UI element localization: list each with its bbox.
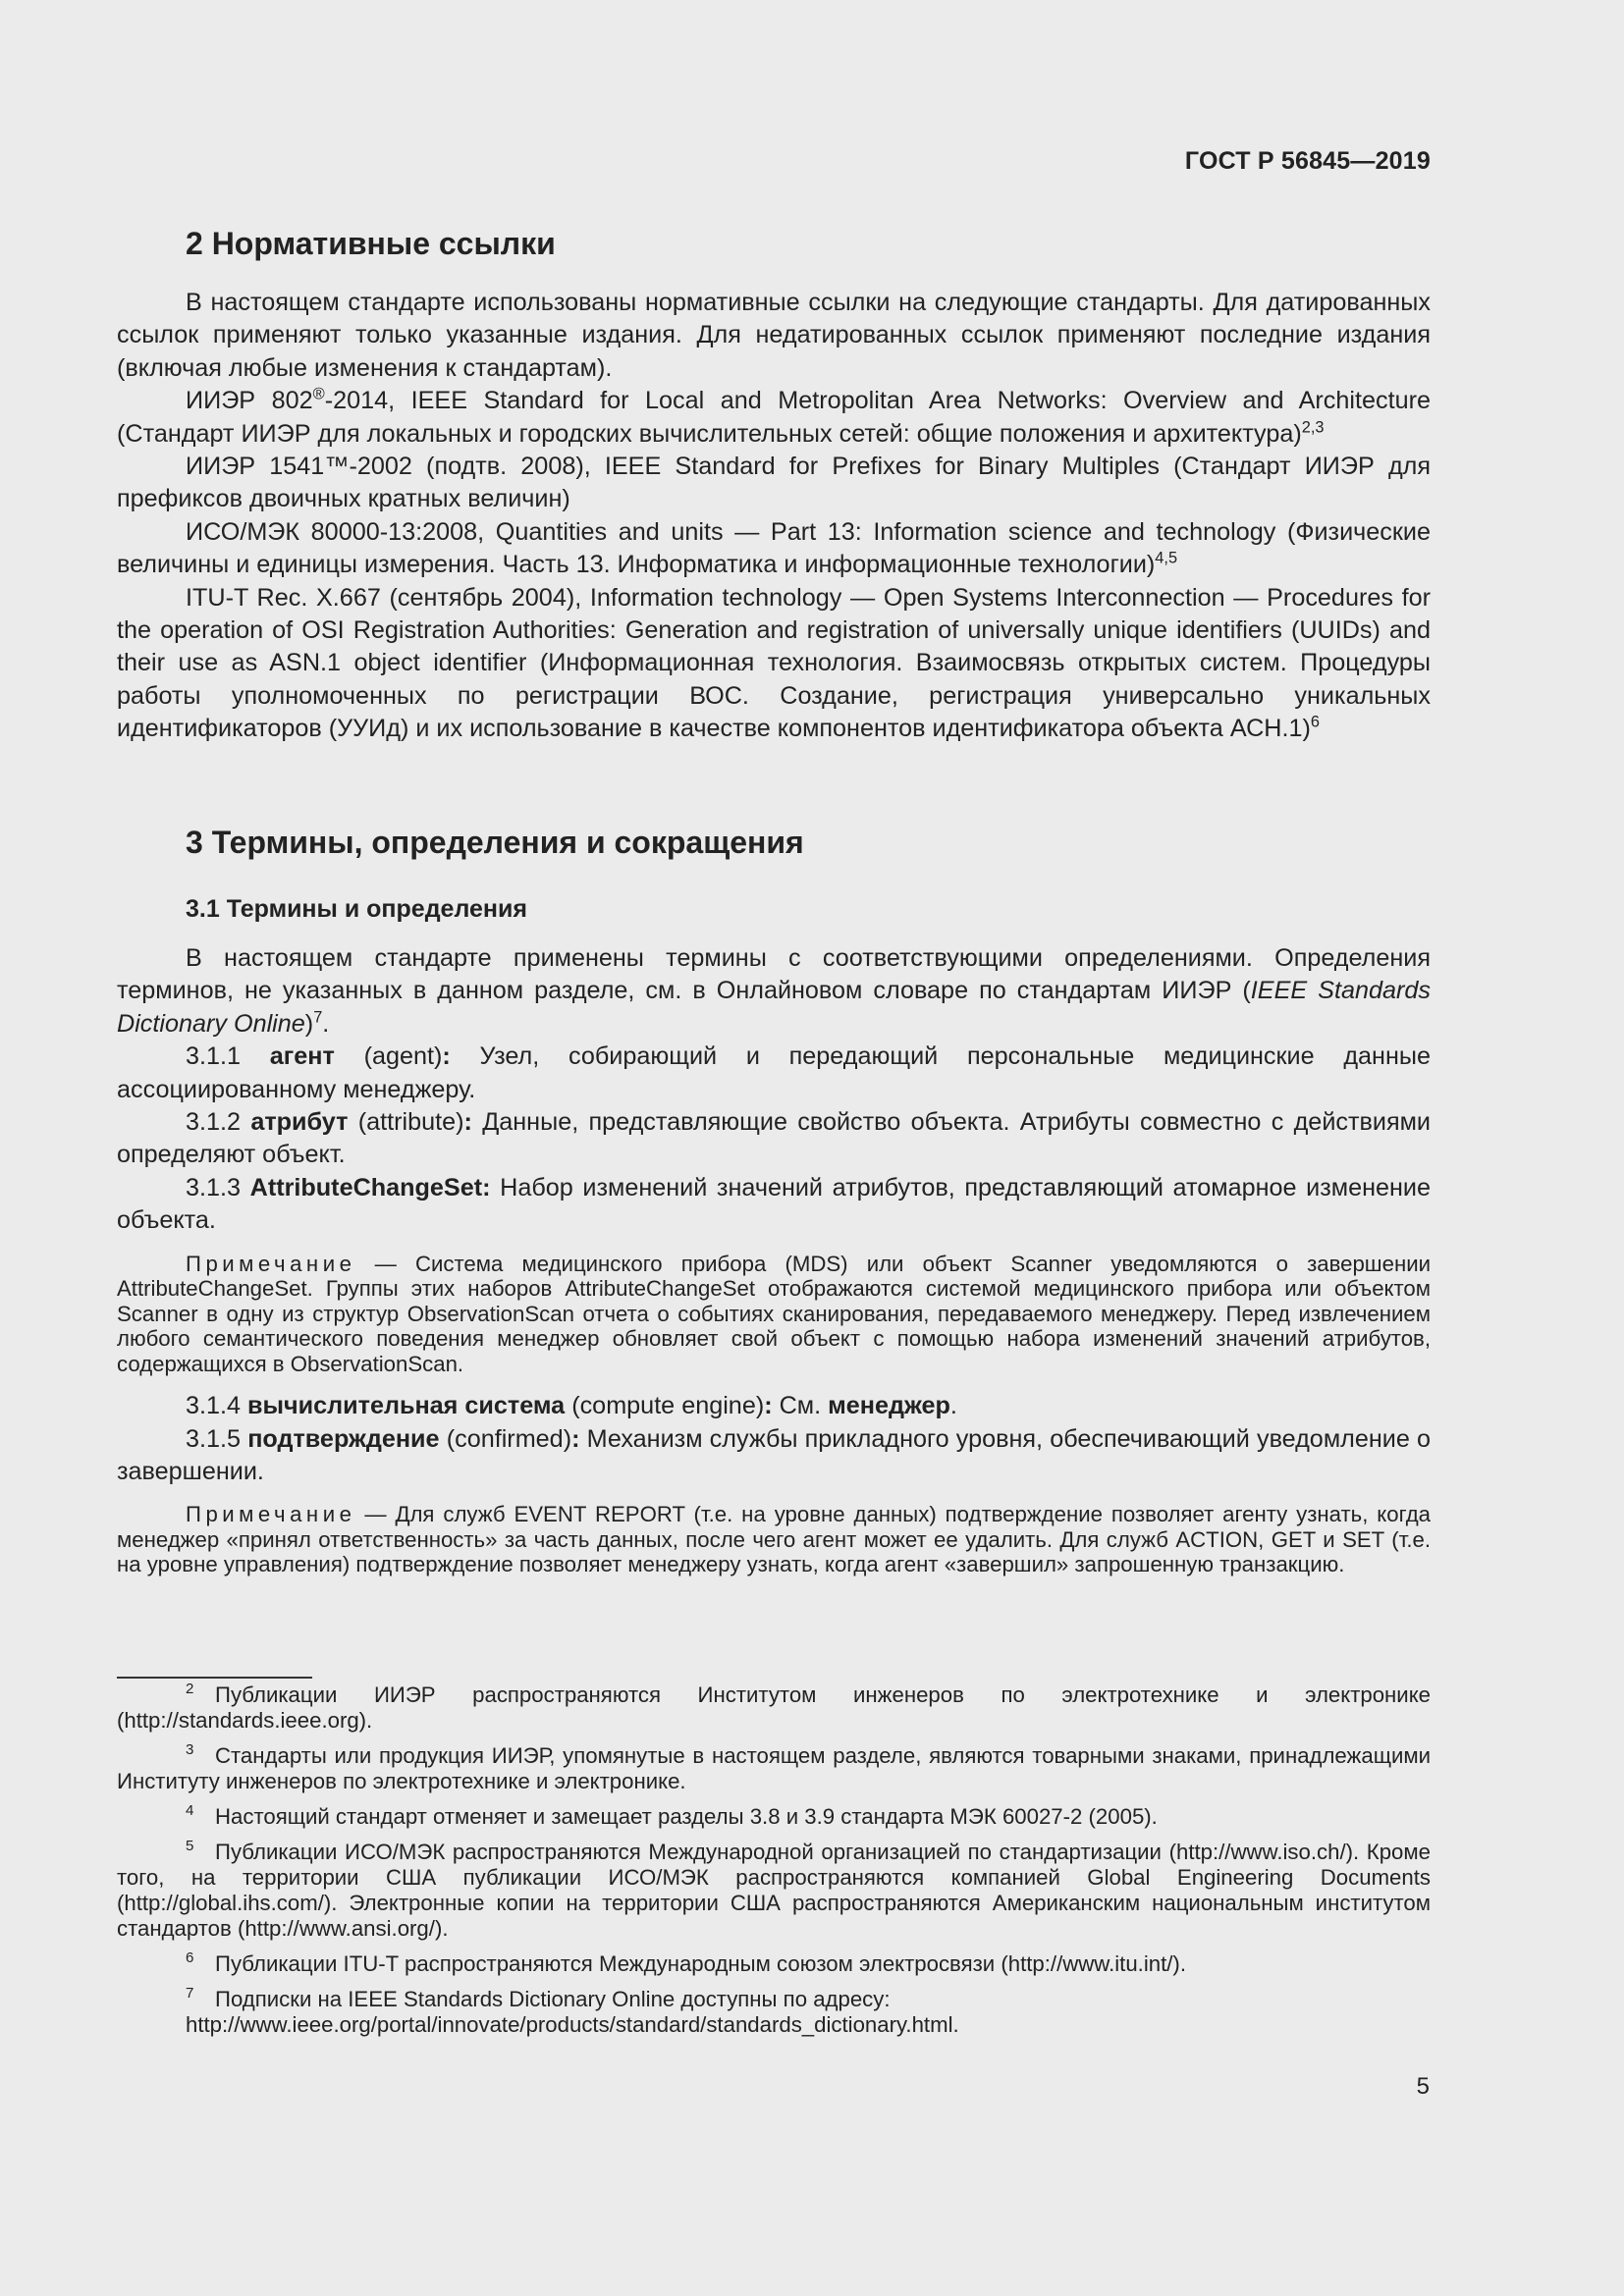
- reference-item: ITU-T Rec. X.667 (сентябрь 2004), Information technology — Open Systems Interconnection — Procedures for the operation of OSI Registration Authorities: Generation and registration of universally unique identifiers (UUIDs) and their use as ASN.1 object identifier (Информационная технология. Взаимосвязь открытых систем. Процедуры работы уполномоченных по регистрации ВОС. Создание, регистрация универсально уникальных идентификаторов (УУИд) и их использование в качестве компонентов идентификатора объекта АСН.1)$^6$: [117, 583, 1431, 743]
- section-3: [117, 825, 1431, 861]
- page-number: 5: [1416, 2073, 1430, 2100]
- section-2-body: [117, 287, 1431, 746]
- section-3-1-body: [117, 942, 1431, 1577]
- section-2-intro: В настоящем стандарте использованы нормативные ссылки на следующие стандарты. Для датированных ссылок применяют только указанные издания. Для недатированных ссылок применяют последние издания (включая любые изменения к стандартам).: [117, 289, 1431, 382]
- term-definition: 3.1.1 агент (agent): Узел, собирающий и передающий персональные медицинские данные ассоциированному менеджеру.: [117, 1042, 1431, 1103]
- footnotes: [117, 1682, 1431, 2048]
- section-3-1-intro: В настоящем стандарте применены термины с соответствующими определениями. Определения терминов, не указанных в данном разделе, см. в Онлайновом словаре по стандартам ИИЭР (IEEE Standards Dictionary Online)$^7$.: [117, 944, 1431, 1038]
- section-2: [117, 226, 1431, 262]
- document-header-id: ГОСТ Р 56845—2019: [1184, 147, 1431, 175]
- footnote-url: http://www.ieee.org/portal/innovate/products/standard/standards_dictionary.html.: [186, 2012, 959, 2037]
- section-2-title: 2 Нормативные ссылки: [186, 226, 556, 261]
- section-3-title: 3 Термины, определения и сокращения: [186, 825, 804, 860]
- footnote: 5 Публикации ИСО/МЭК распространяются Международной организацией по стандартизации (http://www.iso.ch/). Кроме того, на территории США публикации ИСО/МЭК распространяются компанией Global Engineering Documents (http://global.ihs.com/). Электронные копии на территории США распространяются Американским национальным институтом стандартов (http://www.ansi.org/).: [117, 1838, 1431, 1941]
- term-definition: 3.1.2 атрибут (attribute): Данные, представляющие свойство объекта. Атрибуты совместно с действиями определяют объект.: [117, 1108, 1431, 1169]
- footnote: 7 Подписки на IEEE Standards Dictionary Online доступны по адресу: http://www.ieee.org/portal/innovate/products/standard/standards_dictionary.html.: [117, 1987, 1431, 2038]
- section-3-1: [117, 895, 1431, 924]
- footnote: 6 Публикации ITU-T распространяются Международным союзом электросвязи (http://www.itu.int/).: [186, 1949, 1186, 1976]
- reference-item: ИСО/МЭК 80000-13:2008, Quantities and units — Part 13: Information science and technology (Физические величины и единицы измерения. Часть 13. Информатика и информационные технологии)$^{4,5}$: [117, 517, 1431, 579]
- note-paragraph: Примечание — Система медицинского прибора (MDS) или объект Scanner уведомляются о завершении AttributeChangeSet. Группы этих наборов AttributeChangeSet отображаются системой медицинского прибора или объектом Scanner в одну из структур ObservationScan отчета о событиях сканирования, передаваемого менеджеру. Перед извлечением любого семантического поведения менеджер обновляет свой объект с помощью набора изменений значений атрибутов, содержащихся в ObservationScan.: [117, 1251, 1431, 1376]
- footnote: 4 Настоящий стандарт отменяет и замещает разделы 3.8 и 3.9 стандарта МЭК 60027-2 (2005).: [186, 1802, 1158, 1829]
- term-definition: 3.1.4 вычислительная система (compute engine): См. менеджер.: [186, 1392, 957, 1420]
- note-paragraph: Примечание — Для служб EVENT REPORT (т.е. на уровне данных) подтверждение позволяет агенту узнать, когда менеджер «принял ответственность» за часть данных, после чего агент может ее удалить. Для служб ACTION, GET и SET (т.е. на уровне управления) подтверждение позволяет менеджеру узнать, когда агент «завершил» запрошенную транзакцию.: [117, 1502, 1431, 1577]
- footnote: 2 Публикации ИИЭР распространяются Институтом инженеров по электротехнике и электронике (http://standards.ieee.org).: [117, 1681, 1431, 1733]
- reference-item: ИИЭР 802®-2014, IEEE Standard for Local and Metropolitan Area Networks: Overview and Architecture (Стандарт ИИЭР для локальных и городских вычислительных сетей: общие положения и архитектура)$^{2,3}$: [117, 385, 1431, 448]
- term-definition: 3.1.5 подтверждение (confirmed): Механизм службы прикладного уровня, обеспечивающий уведомление о завершении.: [117, 1424, 1431, 1485]
- section-3-1-title: 3.1 Термины и определения: [186, 895, 527, 923]
- footnote: 3 Стандарты или продукция ИИЭР, упомянутые в настоящем разделе, являются товарными знаками, принадлежащими Институту инженеров по электротехнике и электронике.: [117, 1741, 1431, 1793]
- reference-item: ИИЭР 1541™-2002 (подтв. 2008), IEEE Standard for Prefixes for Binary Multiples (Стандарт ИИЭР для префиксов двоичных кратных величин): [117, 453, 1431, 513]
- term-definition: 3.1.3 AttributeChangeSet: Набор изменений значений атрибутов, представляющий атомарное изменение объекта.: [117, 1173, 1431, 1235]
